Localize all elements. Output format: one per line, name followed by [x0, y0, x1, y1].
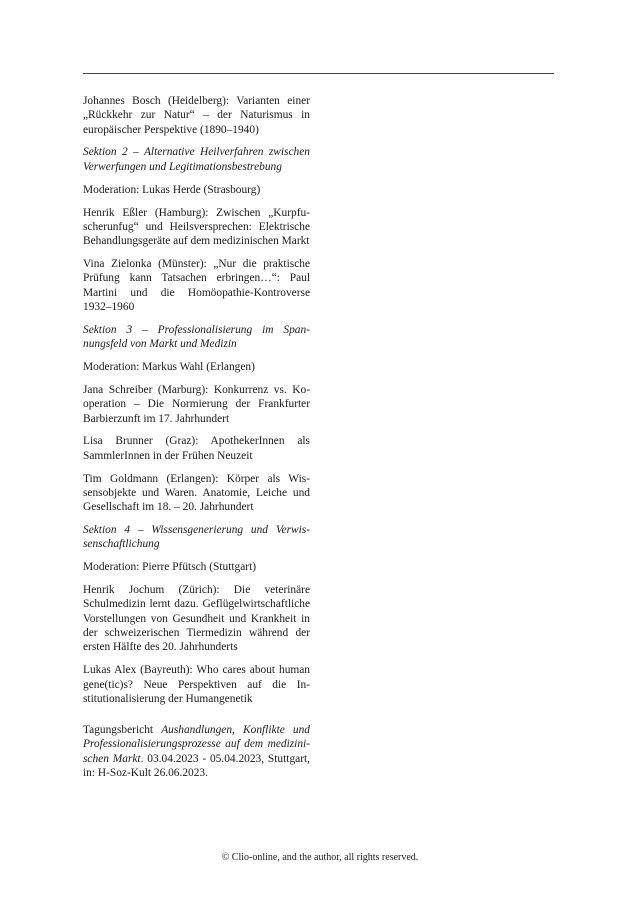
- talk-entry: Henrik Jochum (Zürich): Die veterinäre Schulmedizin lernt dazu. Geflügelwirtschaftliche Vorstellungen von Gesundheit und Krankheit in der schweizerischen Tiermedizin während der ersten Hälfte des 20. Jahrhunderts: [83, 584, 310, 654]
- talk-entry: Henrik Eßler (Hamburg): Zwischen „Kurpfuscherunfug“ und Heilsversprechen: Elektrische Behandlungsgeräte auf dem medizinischen Markt: [83, 206, 310, 248]
- talk-entry: Tim Goldmann (Erlangen): Körper als Wissensobjekte und Waren. Anatomie, Leiche und Gesellschaft im 18. – 20. Jahrhundert: [83, 472, 310, 514]
- talk-entry: Lisa Brunner (Graz): ApothekerInnen als SammlerInnen in der Frühen Neuzeit: [83, 435, 310, 462]
- header-rule: [83, 73, 554, 74]
- moderation-line: Moderation: Pierre Pfütsch (Stuttgart): [83, 561, 257, 574]
- citation: [83, 723, 310, 780]
- section-heading: Sektion 4 – Wissensgenerierung und Verwissenschaftlichung: [83, 524, 310, 551]
- moderation-line: Moderation: Markus Wahl (Erlangen): [83, 361, 255, 374]
- talk-entry: Vina Zielonka (Münster): „Nur die praktische Prüfung kann Tatsachen erbringen…“: Paul Martini und die Homöopathie-Kontroverse 1932–1960: [83, 258, 310, 313]
- moderation-line: Moderation: Lukas Herde (Strasbourg): [83, 183, 261, 196]
- talk-entry: Jana Schreiber (Marburg): Konkurrenz vs. Kooperation – Die Normierung der Frankfurter Barbierzunft im 17. Jahrhundert: [83, 383, 310, 425]
- text-column: [83, 94, 310, 789]
- talk-entry: Johannes Bosch (Heidelberg): Varianten einer „Rückkehr zur Natur“ – der Naturismus in europäischer Perspektive (1890–1940): [83, 95, 310, 136]
- section-heading: Sektion 2 – Alternative Heilverfahren zwischen Verwerfungen und Legitimationsbestrebung: [83, 146, 310, 173]
- citation-title: Aushandlungen, Konflikte und Professionalisierungsprozesse auf dem medizinischen Markt: [83, 724, 310, 765]
- talk-entry: Lukas Alex (Bayreuth): Who cares about human gene(tic)s? Neue Perspektiven auf die Institutionalisierung der Humangenetik: [83, 664, 310, 705]
- copyright-footer: © Clio-online, and the author, all rights reserved.: [221, 852, 419, 863]
- section-heading: Sektion 3 – Professionalisierung im Spannungsfeld von Markt und Medizin: [83, 323, 310, 351]
- citation-prefix: Tagungsbericht: [83, 724, 162, 737]
- citation-suffix: . 03.04.2023 - 05.04.2023, Stuttgart, in: H-Soz-Kult 26.06.2023.: [83, 752, 310, 779]
